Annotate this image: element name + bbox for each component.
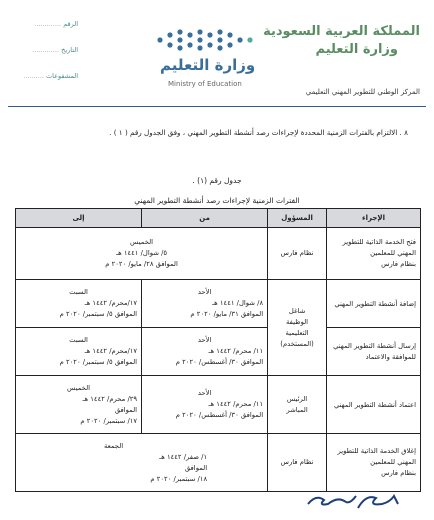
row2-from-hijri: ٨/ شوال/ ١٤٤١ هـ [212, 299, 264, 307]
row4-responsible-line: الرئيس [286, 394, 308, 403]
row3-from [142, 328, 268, 376]
country-name: المملكة العربية السعودية [263, 24, 420, 39]
row4-from-day: الأحد [197, 389, 212, 397]
row5-hijri: ١/ صفر/ ١٤٤٢ هـ [159, 452, 208, 461]
meta-attachments: المشفوعات .......... [23, 72, 78, 80]
row1-gregorian: الموافق ٢٨/ مايو/ ٢٠٢٠ م [105, 260, 178, 268]
row2-to-gregorian: الموافق ٥/ سبتمبر/ ٢٠٢٠ م [59, 310, 138, 318]
row1-day: الخميس [130, 238, 154, 246]
row2-from-day: الأحد [197, 288, 212, 296]
table-row [16, 280, 421, 328]
row1-action-line: بنظام فارس [381, 260, 416, 268]
row2-action [326, 280, 420, 328]
table-row [16, 376, 421, 434]
row3-action-line: للموافقة والاعتماد [365, 352, 416, 361]
row4-to-label: الموافق [114, 405, 138, 414]
table-title: الفترات الزمنية لإجراءات رصد أنشطة التطوير المهني [134, 196, 300, 205]
row4-action [326, 376, 420, 434]
row1-hijri: ٥/ شوال/ ١٤٤١ هـ [116, 249, 168, 257]
row4-to-hijri: ٢٩/ محرم/ ١٤٤٢ هـ [82, 394, 138, 403]
row5-action-line: المهني للمعلمين [370, 458, 416, 466]
table-row [16, 328, 421, 376]
logo-text-arabic: وزارة التعليم [160, 56, 256, 74]
header-to: إلى [16, 209, 142, 228]
row4-from [142, 376, 268, 434]
paragraph-item-8: ٨ . الالتزام بالفترات الزمنية المحددة لإجراءات رصد أنشطة التطوير المهني ، وفق الجدول رقم ( ١ ) . [109, 128, 408, 137]
row1-responsible [268, 228, 327, 280]
logo-text-english: Ministry of Education [168, 80, 242, 88]
row5-responsible-text: نظام فارس [280, 458, 314, 466]
responsible-user-line: التعليمية [285, 328, 309, 337]
schedule-table [15, 208, 421, 492]
row2-action-text: إضافة أنشطة التطوير المهني [334, 299, 416, 308]
row3-from-gregorian: الموافق ٣٠/ أغسطس/ ٢٠٢٠ م [175, 358, 264, 366]
row2-to-hijri: ١٧/محرم/ ١٤٤٢ هـ [84, 299, 138, 307]
header-responsible: المسؤول [268, 209, 327, 228]
row5-action-line: إغلاق الخدمة الذاتية للتطوير [337, 447, 416, 455]
row3-action [326, 328, 420, 376]
table-header-row [16, 209, 421, 228]
table-row [16, 228, 421, 280]
row3-to [16, 328, 142, 376]
row3-to-day: السبت [69, 336, 88, 344]
center-name: المركز الوطني للتطوير المهني التعليمي [305, 88, 420, 96]
handwritten-signature [300, 478, 410, 518]
row2-to-day: السبت [69, 288, 88, 296]
row3-from-hijri: ١١/ محرم/ ١٤٤٢ هـ [208, 347, 264, 355]
row4-responsible-line: المباشر [286, 405, 308, 414]
row1-action [326, 228, 420, 280]
meta-attachments-label: المشفوعات [46, 72, 78, 80]
row5-gregorian: ١٨/ سبتمبر/ ٢٠٢٠ م [150, 474, 208, 483]
row4-to-day: الخميس [67, 383, 91, 392]
responsible-user-line: شاغل [288, 306, 306, 315]
responsible-user-line: (المستخدم) [280, 339, 314, 348]
responsible-user-line: الوظيفة [286, 317, 309, 326]
row2-to [16, 280, 142, 328]
meta-date: التاريخ ............. [32, 46, 78, 54]
row5-action-line: بنظام فارس [381, 469, 416, 477]
row2-from-gregorian: الموافق ٣١/ مايو/ ٢٠٢٠ م [190, 310, 264, 318]
header-divider [8, 106, 426, 107]
row4-responsible [268, 376, 327, 434]
row1-action-line: المهني للمعلمين [370, 249, 416, 257]
table-caption: جدول رقم (١) . [192, 176, 242, 185]
row4-from-gregorian: الموافق ٣٠/ أغسطس/ ٢٠٢٠ م [175, 411, 264, 419]
header-from: من [142, 209, 268, 228]
row1-merged-date [16, 228, 268, 280]
row3-to-hijri: ١٧/محرم/ ١٤٤٢ هـ [84, 347, 138, 355]
meta-number-label: الرقم [63, 20, 78, 28]
row4-to [16, 376, 142, 434]
row3-to-gregorian: الموافق ٥/ سبتمبر/ ٢٠٢٠ م [59, 358, 138, 366]
row3-from-day: الأحد [197, 336, 212, 344]
row1-action-line: فتح الخدمة الذاتية للتطوير [342, 238, 416, 246]
row3-action-line: إرسال أنشطة التطوير المهني [333, 341, 416, 350]
row5-merged-date [16, 434, 268, 492]
row2-from [142, 280, 268, 328]
row5-day: الجمعة [103, 441, 124, 450]
row1-responsible-text: نظام فارس [280, 249, 314, 257]
header-action: الإجراء [326, 209, 420, 228]
row4-action-text: اعتماد أنشطة التطوير المهني [333, 400, 416, 409]
meta-date-label: التاريخ [61, 46, 78, 54]
ministry-name: وزارة التعليم [315, 42, 398, 57]
ministry-logo-dots-icon [150, 28, 260, 52]
meta-number: الرقم ............. [34, 20, 78, 28]
row5-label: الموافق [184, 463, 208, 472]
row4-from-hijri: ١١/ محرم/ ١٤٤٢ هـ [208, 400, 264, 408]
responsible-user-group [268, 280, 327, 376]
row4-to-gregorian: ١٧/ سبتمبر/ ٢٠٢٠ م [80, 416, 138, 425]
